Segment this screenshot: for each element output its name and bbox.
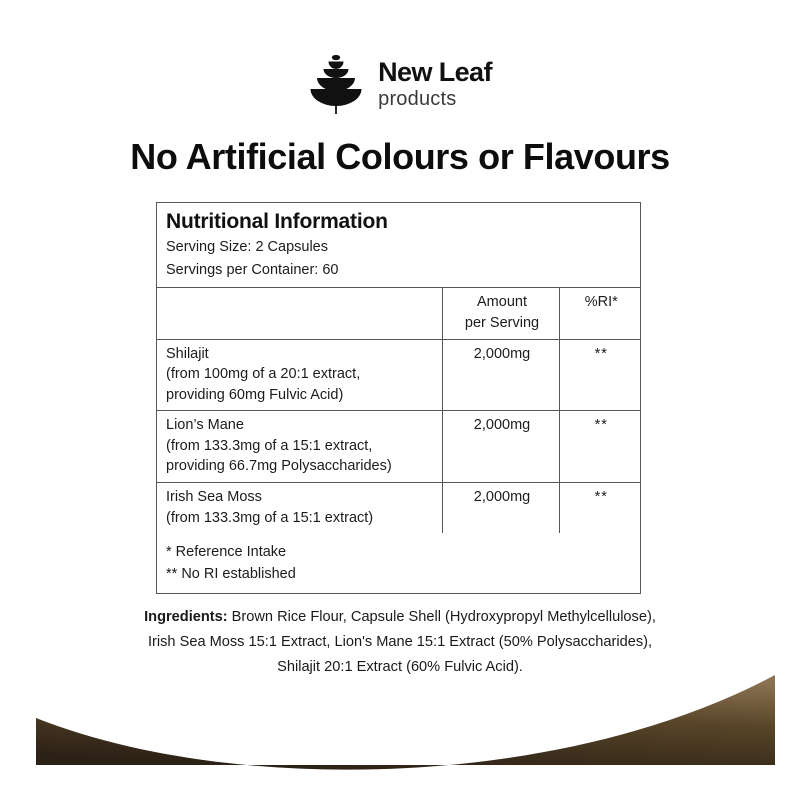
table-header-row <box>157 288 640 339</box>
layered-tree-icon <box>308 52 364 116</box>
page-title: No Artificial Colours or Flavours <box>130 136 670 177</box>
footnote-reference-intake: * Reference Intake <box>166 544 287 561</box>
ingredient-name: Lion’s Mane <box>166 417 244 434</box>
row-amount: 2,000mg <box>442 483 559 534</box>
ingredient-detail-line1: (from 100mg of a 20:1 extract, <box>166 366 361 383</box>
ingredient-detail-line1: (from 133.3mg of a 15:1 extract) <box>166 509 374 526</box>
table-row <box>157 339 640 411</box>
row-amount: 2,000mg <box>442 411 559 483</box>
row-name-cell <box>157 411 442 483</box>
nutrition-table <box>157 288 640 533</box>
ingredient-detail-line2: providing 66.7mg Polysaccharides) <box>166 458 392 475</box>
row-ri: ** <box>559 411 640 483</box>
header-amount-line2: per Serving <box>464 314 540 331</box>
panel-header <box>157 203 640 288</box>
footnote-no-ri: ** No RI established <box>166 565 296 582</box>
serving-size: Serving Size: 2 Capsules <box>166 239 328 256</box>
brand-logo <box>0 52 800 116</box>
header-amount-line1: Amount <box>477 294 527 311</box>
header-blank <box>157 288 442 339</box>
ingredients-text: Brown Rice Flour, Capsule Shell (Hydroxypropyl Methylcellulose), Irish Sea Moss 15:1 Extract, Lion's Mane 15:1 Extract (50% Polysaccharides), Shilajit 20:1 Extract (60% Fulvic Acid). <box>147 608 656 675</box>
ingredient-name: Irish Sea Moss <box>166 489 262 506</box>
header-amount-per-serving <box>442 288 559 339</box>
row-name-cell <box>157 483 442 534</box>
brand-name: New Leaf <box>378 57 492 87</box>
header-ri: %RI* <box>559 288 640 339</box>
servings-per-container: Servings per Container: 60 <box>166 261 339 278</box>
ingredient-detail-line2: providing 60mg Fulvic Acid) <box>166 386 344 403</box>
brand-tagline: products <box>378 88 457 110</box>
footnotes <box>157 533 640 593</box>
row-ri: ** <box>594 489 608 506</box>
bottom-swoosh-decoration <box>0 640 800 800</box>
table-row <box>157 483 640 534</box>
row-ri: ** <box>559 339 640 411</box>
nutritional-information-panel <box>156 202 641 594</box>
row-amount: 2,000mg <box>442 339 559 411</box>
table-row <box>157 411 640 483</box>
ingredients-label: Ingredients: <box>144 608 228 625</box>
ingredient-detail-line1: (from 133.3mg of a 15:1 extract, <box>166 437 373 454</box>
ingredient-name: Shilajit <box>166 345 209 362</box>
panel-title: Nutritional Information <box>166 210 388 233</box>
row-name-cell <box>157 339 442 411</box>
